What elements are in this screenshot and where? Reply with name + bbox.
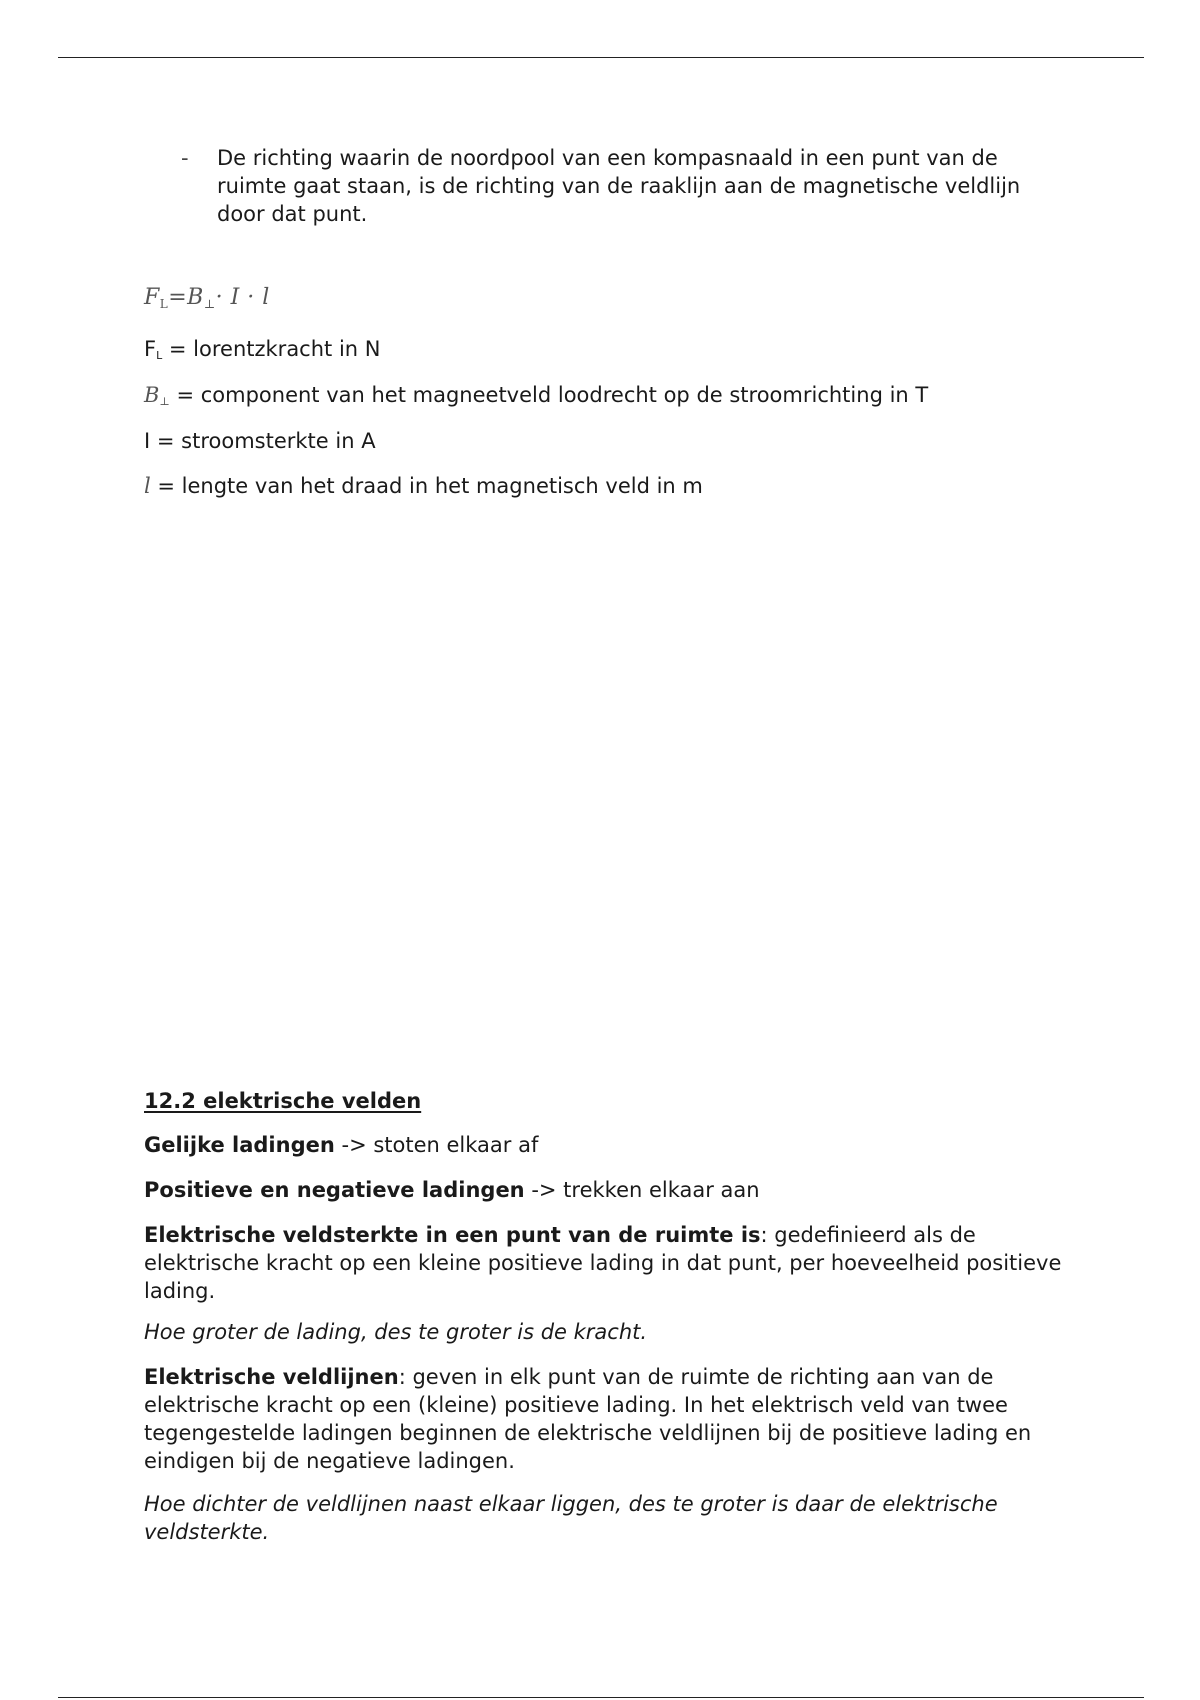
formula-lhs: F: [144, 285, 160, 310]
paragraph-note-density: Hoe dichter de veldlijnen naast elkaar liggen, des te groter is daar de elektrische veldsterkte.: [144, 1492, 998, 1544]
bullet-text: De richting waarin de noordpool van een kompasnaald in een punt van de ruimte gaat staan, is de richting van de raaklijn aan de magnetische veldlijn door dat punt.: [217, 146, 1021, 226]
definition-symbol: B: [144, 383, 160, 407]
header-rule: [58, 57, 1144, 58]
paragraph-note-charge: Hoe groter de lading, des te groter is de kracht.: [144, 1320, 648, 1344]
lorentz-formula: [144, 284, 270, 318]
formula-rest: · I · l: [215, 285, 270, 310]
definition-symbol: F: [144, 337, 157, 361]
definition-symbol-sub: ⊥: [159, 395, 170, 408]
formula-rhs-sub: ⊥: [203, 297, 216, 311]
paragraph-term: Gelijke ladingen: [144, 1133, 335, 1157]
paragraph-field-strength: [144, 1221, 1064, 1305]
paragraph-body: -> trekken elkaar aan: [524, 1178, 760, 1202]
definition-symbol-sub: L: [156, 349, 163, 362]
definition-symbol: l: [144, 474, 151, 498]
formula-lhs-sub: L: [159, 297, 169, 311]
definition-text: = lengte van het draad in het magnetisch veld in m: [150, 474, 703, 498]
definition-text: = lorentzkracht in N: [162, 337, 381, 361]
definition-force: [144, 335, 380, 370]
paragraph-body: : geven in elk punt van de ruimte de richting aan van de elektrische kracht op een (kleine) positieve lading. In het elektrisch veld van twee tegengestelde ladingen beginnen de elektrische veldlijnen bij de positieve lading en eindigen bij de negatieve ladingen.: [144, 1365, 1032, 1473]
definition-text: = component van het magneetveld loodrecht op de stroomrichting in T: [169, 383, 929, 407]
paragraph-like-charges: [144, 1131, 1064, 1159]
definition-field: [144, 381, 928, 416]
definition-symbol: I: [144, 429, 151, 453]
paragraph-body: : gedefinieerd als de elektrische kracht op een kleine positieve lading in dat punt, per hoeveelheid positieve lading.: [144, 1223, 1062, 1303]
bullet-item: [181, 144, 1061, 228]
definition-text: = stroomsterkte in A: [150, 429, 376, 453]
bullet-dash: -: [181, 146, 189, 170]
definition-length: [144, 472, 703, 500]
formula-rhs: =B: [168, 285, 204, 310]
paragraph-field-lines: [144, 1363, 1064, 1475]
paragraph-term: Elektrische veldsterkte in een punt van de ruimte is: [144, 1223, 761, 1247]
section-heading: 12.2 elektrische velden: [144, 1089, 422, 1113]
paragraph-term: Elektrische veldlijnen: [144, 1365, 399, 1389]
footer-rule: [58, 1697, 1144, 1698]
paragraph-term: Positieve en negatieve ladingen: [144, 1178, 525, 1202]
definition-current: [144, 427, 376, 455]
paragraph-opposite-charges: [144, 1176, 1064, 1204]
paragraph-body: -> stoten elkaar af: [334, 1133, 539, 1157]
